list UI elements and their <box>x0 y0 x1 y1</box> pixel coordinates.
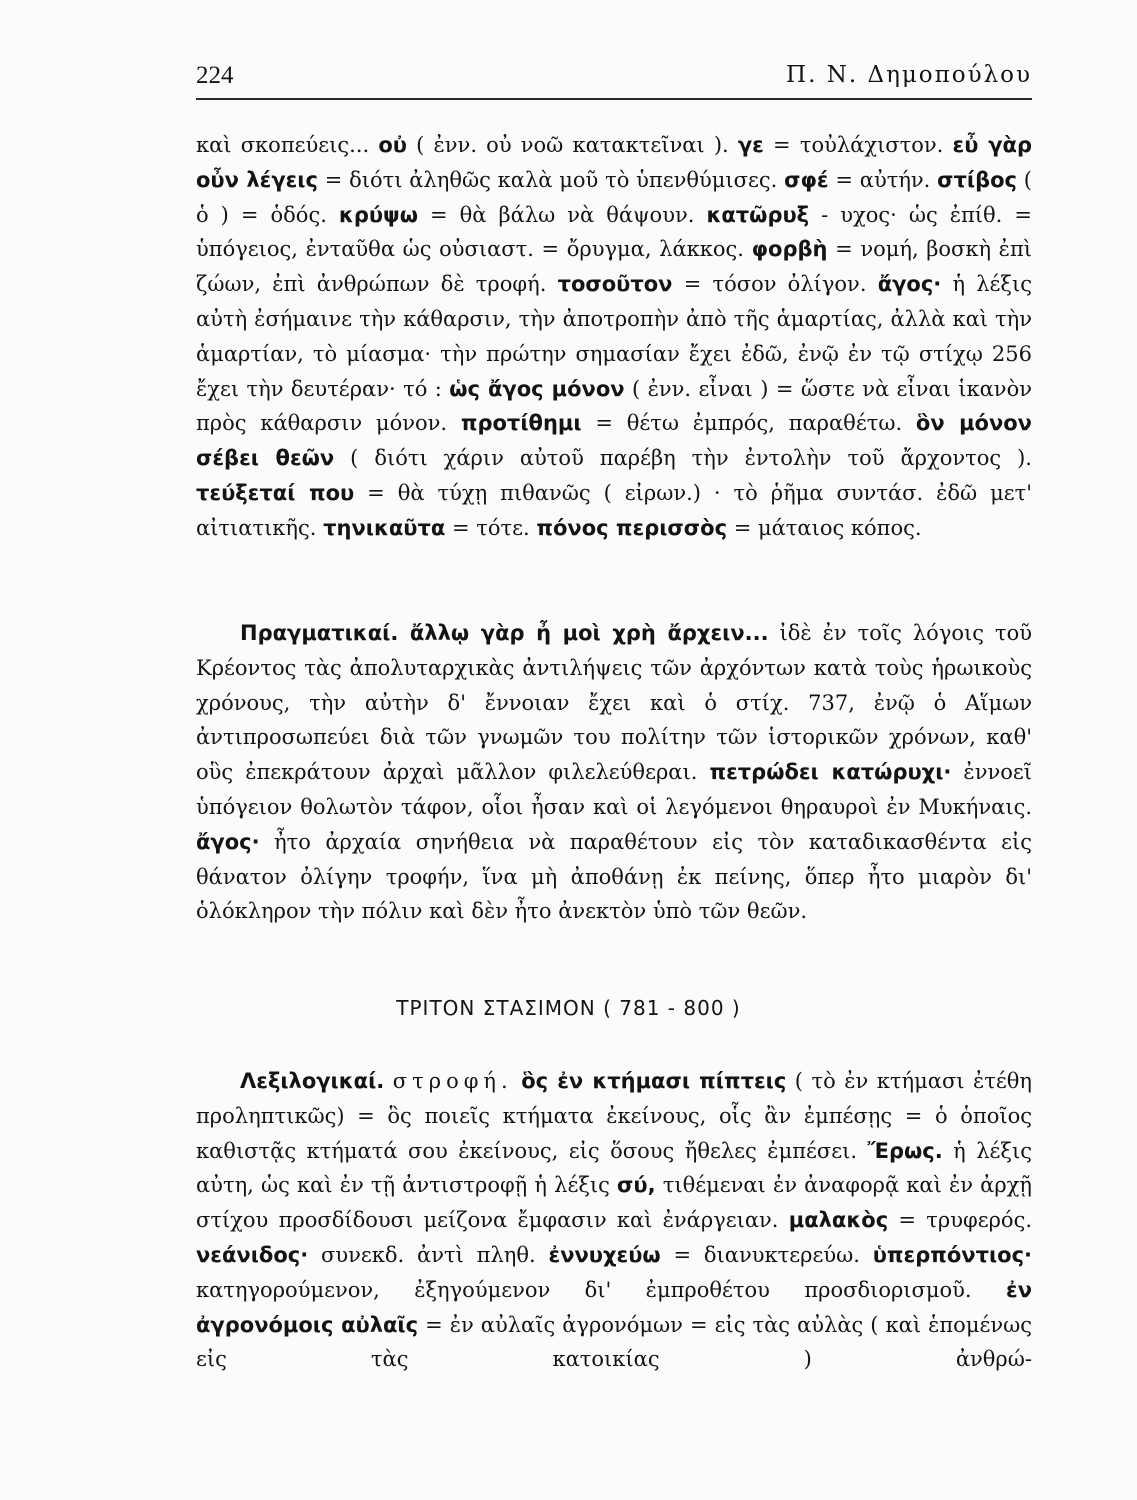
text-run: ἡ λέξις αὐτὴ ἐσήμαινε τὴν κάθαρσιν, τὴν ἀποτροπὴν ἀπὸ τῆς ἁμαρτίας, ἀλλὰ καὶ τὴν ἁμαρτίαν, τὸ μίασμα· τὴν πρώτην σημασίαν ἔχει ἐδῶ, ἐνῷ ἐν τῷ στίχῳ 256 ἔχει τὴν δευτέραν· τό : <box>196 272 1032 401</box>
text-run: = τοὐλάχιστον. <box>763 133 953 157</box>
lemma-term: ὡς ἄγος μόνον <box>449 376 625 401</box>
text-run: = τόσον ὀλίγον. <box>672 272 878 297</box>
text-run: ( ὁ ) = ὁδός. <box>196 167 1032 227</box>
text-run: = θέτω ἐμπρός, παραθέτω. <box>581 411 916 436</box>
text-run <box>513 1069 522 1093</box>
lemma-term: φορβὴ <box>751 237 828 262</box>
text-run: ἐννοεῖ ὑπόγειον θολωτὸν τάφον, οἷοι ἦσαν καὶ οἱ λεγόμενοι θηραυροὶ ἐν Μυκήναις. <box>196 760 1032 819</box>
text-run: = μάταιος κόπος. <box>727 515 922 540</box>
page-header <box>196 62 1032 100</box>
lemma-term: σύ, <box>617 1173 656 1198</box>
lemma-term: Ἔρως. <box>867 1138 943 1163</box>
text-run: ( ἐνν. εἶναι ) = ὥστε νὰ εἶναι ἱκανὸν πρὸς κάθαρσιν μόνον. <box>196 376 1032 436</box>
text-run: = τότε. <box>445 515 537 540</box>
lemma-term: ἐννυχεύω <box>548 1242 661 1267</box>
lemma-term: ἄγος· <box>196 829 260 854</box>
text-run: - υχος· ὡς ἐπίθ. = ὑπόγειος, ἐνταῦθα ὡς οὐσιαστ. = ὄρυγμα, λάκκος. <box>196 202 1032 262</box>
lemma-term: εὖ γὰρ οὖν λέγεις <box>196 133 1032 192</box>
text-run: ἰδὲ ἐν τοῖς λόγοις τοῦ Κρέοντος τὰς ἀπολυταρχικὰς ἀντιλήψεις τῶν ἀρχόντων κατὰ τοὺς ἡρωικοὺς χρόνους, τὴν αὐτὴν δ' ἔννοιαν ἔχει καὶ ὁ στίχ. 737, ἐνῷ ὁ Αἵμων ἀντιπροσωπεύει διὰ τῶν γνωμῶν του πολίτην τῶν ἱστορικῶν χρόνων, καθ' οὓς ἐπεκράτουν ἀρχαὶ μᾶλλον φιλελεύθεραι. <box>196 621 1032 785</box>
lemma-term: προτίθημι <box>460 411 582 436</box>
section-heading: ΤΡΙΤΟΝ ΣΤΑΣΙΜΟΝ ( 781 - 800 ) <box>396 996 741 1020</box>
text-run: = ἐν αὐλαῖς ἀγρονόμων = εἰς τὰς αὐλὰς ( καὶ ἑπομένως εἰς τὰς κατοικίας ) ἀνθρώ- <box>196 1312 1033 1372</box>
text-run: τιθέμεναι ἐν ἀναφορᾷ καὶ ἐν ἀρχῇ στίχου προσδίδουσι μείζονα ἔμφασιν καὶ ἐνάργειαν. <box>196 1173 1032 1233</box>
lemma-term: ἐν ἀγρονόμοις αὐλαῖς <box>196 1277 1032 1337</box>
lemma-term: οὐ <box>378 133 407 157</box>
text-run: = διότι ἀληθῶς καλὰ μοῦ τὸ ὑπενθύμισες. <box>317 167 785 192</box>
lemma-term: ὑπερπόντιος· <box>872 1242 1033 1267</box>
lemma-term: Λεξιλογικαί. <box>240 1069 385 1093</box>
lemma-term: τηνικαῦτα <box>323 515 446 540</box>
text-run: = θὰ βάλω νὰ θάψουν. <box>417 202 707 227</box>
text-run: ἦτο ἀρχαία σηνήθεια νὰ παραθέτουν εἰς τὸν καταδικασθέντα εἰς θάνατον ὀλίγην τροφήν, ἵνα μὴ ἀποθάνῃ ἐκ πείνης, ὅπερ ἦτο μιαρὸν δι' ὁλόκληρον τὴν πόλιν καὶ δὲν ἦτο ἀνεκτὸν ὑπὸ τῶν θεῶν. <box>196 829 1032 924</box>
text-run: = αὐτήν. <box>828 167 938 192</box>
lemma-term: τοσοῦτον <box>557 272 673 297</box>
lemma-term: γε <box>737 133 764 157</box>
lemma-term: μαλακὸς <box>788 1208 889 1233</box>
running-title: Π. Ν. Δημοπούλου <box>786 62 1032 88</box>
lemma-term: κρύψω <box>338 202 418 227</box>
spaced-label: στροφή. <box>392 1069 513 1093</box>
text-run: ( διότι χάριν αὐτοῦ παρέβη τὴν ἐντολὴν τοῦ ἄρχοντος ). <box>334 446 1032 471</box>
text-run: ( ἐνν. οὐ νοῶ κατακτεῖναι ). <box>406 133 738 157</box>
lemma-term: ἄγος· <box>877 272 942 297</box>
page-number: 224 <box>196 62 234 89</box>
lemma-term: ὃς ἐν κτήμασι πίπτεις <box>521 1069 787 1093</box>
lemma-term: πετρώδει κατώρυχι· <box>709 760 952 785</box>
commentary-paragraph-2 <box>196 616 1032 929</box>
text-run: ( τὸ ἐν κτήμασι ἐτέθη προληπτικῶς) = ὃς ποιεῖς κτήματα ἐκείνους, οἷς ἂν ἐμπέσῃς = ὁ ὁποῖος καθιστᾷς κτήματά σου ἐκείνους, εἰς ὅσους ἤθελες ἐμπέσει. <box>196 1069 1033 1163</box>
text-run: = θὰ τύχῃ πιθανῶς ( εἰρων.) · τὸ ῥῆμα συντάσ. ἐδῶ μετ' αἰτιατικῆς. <box>196 480 1032 540</box>
glossary-paragraph-1 <box>196 128 1032 546</box>
text-run <box>384 1069 393 1093</box>
lemma-term: ὃν μόνον σέβει θεῶν <box>196 411 1032 471</box>
glossary-paragraph-3 <box>196 1064 1032 1377</box>
text-run: = τρυφερός. <box>888 1208 1033 1233</box>
lemma-term: Πραγματικαί. ἄλλῳ γὰρ ἦ μοὶ χρὴ ἄρχειν... <box>240 621 769 645</box>
lemma-term: κατῶρυξ <box>706 202 810 227</box>
text-run: καὶ σκοπεύεις... <box>196 133 379 157</box>
text-run: ἡ λέξις αὐτη, ὡς καὶ ἐν τῇ ἀντιστροφῇ ἡ λέξις <box>196 1138 1032 1198</box>
lemma-term: στίβος <box>937 167 1018 192</box>
lemma-term: τεύξεταί που <box>196 480 355 505</box>
text-run: = νομή, βοσκὴ ἐπὶ ζώων, ἐπὶ ἀνθρώπων δὲ τροφή. <box>196 237 1032 297</box>
text-run: = διανυκτερεύω. <box>660 1242 873 1267</box>
lemma-term: νεάνιδος· <box>196 1242 309 1267</box>
text-run: κατηγορούμενον, ἐξηγούμενον δι' ἐμπροθέτου προσδιορισμοῦ. <box>196 1277 1006 1302</box>
lemma-term: πόνος περισσὸς <box>536 515 728 540</box>
text-run: συνεκδ. ἀντὶ πληθ. <box>308 1242 549 1267</box>
lemma-term: σφέ <box>784 167 829 192</box>
